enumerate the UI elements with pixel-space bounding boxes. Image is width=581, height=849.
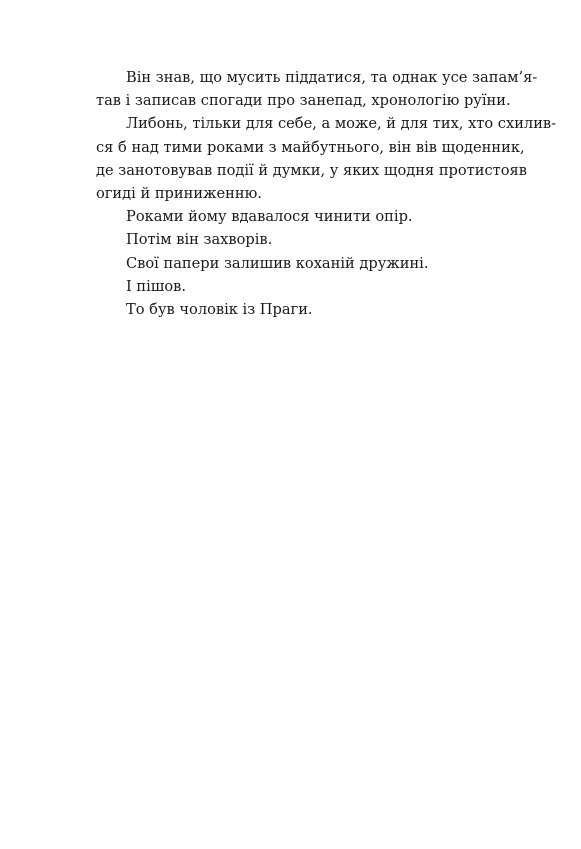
- text-line: Потім він захворів.: [126, 231, 273, 249]
- paragraph-7: [96, 298, 494, 321]
- paragraph-3: [96, 205, 494, 228]
- text-line: тав і записав спогади про занепад, хронологію руїни.: [96, 92, 511, 110]
- paragraph-1: [96, 66, 538, 112]
- paragraph-2: [96, 112, 557, 205]
- text-line: Роками йому вдавалося чинити опір.: [126, 208, 413, 226]
- paragraph-6: [96, 275, 494, 298]
- text-line: огиді й приниженню.: [96, 185, 262, 203]
- paragraph-5: [96, 252, 494, 275]
- paragraph-4: [96, 228, 494, 251]
- text-line: Свої папери залишив коханій дружині.: [126, 254, 429, 272]
- text-line: То був чоловік із Праги.: [126, 301, 313, 319]
- text-line: Він знав, що мусить піддатися, та однак усе запам’я-: [126, 69, 538, 86]
- text-line: Либонь, тільки для себе, а може, й для тих, хто схилив-: [126, 115, 557, 133]
- page-text: [96, 66, 557, 321]
- text-line: І пішов.: [126, 277, 187, 295]
- text-line: ся б над тими роками з майбутнього, він вів щоденник,: [96, 138, 525, 156]
- text-line: де занотовував події й думки, у яких щодня протистояв: [96, 161, 527, 179]
